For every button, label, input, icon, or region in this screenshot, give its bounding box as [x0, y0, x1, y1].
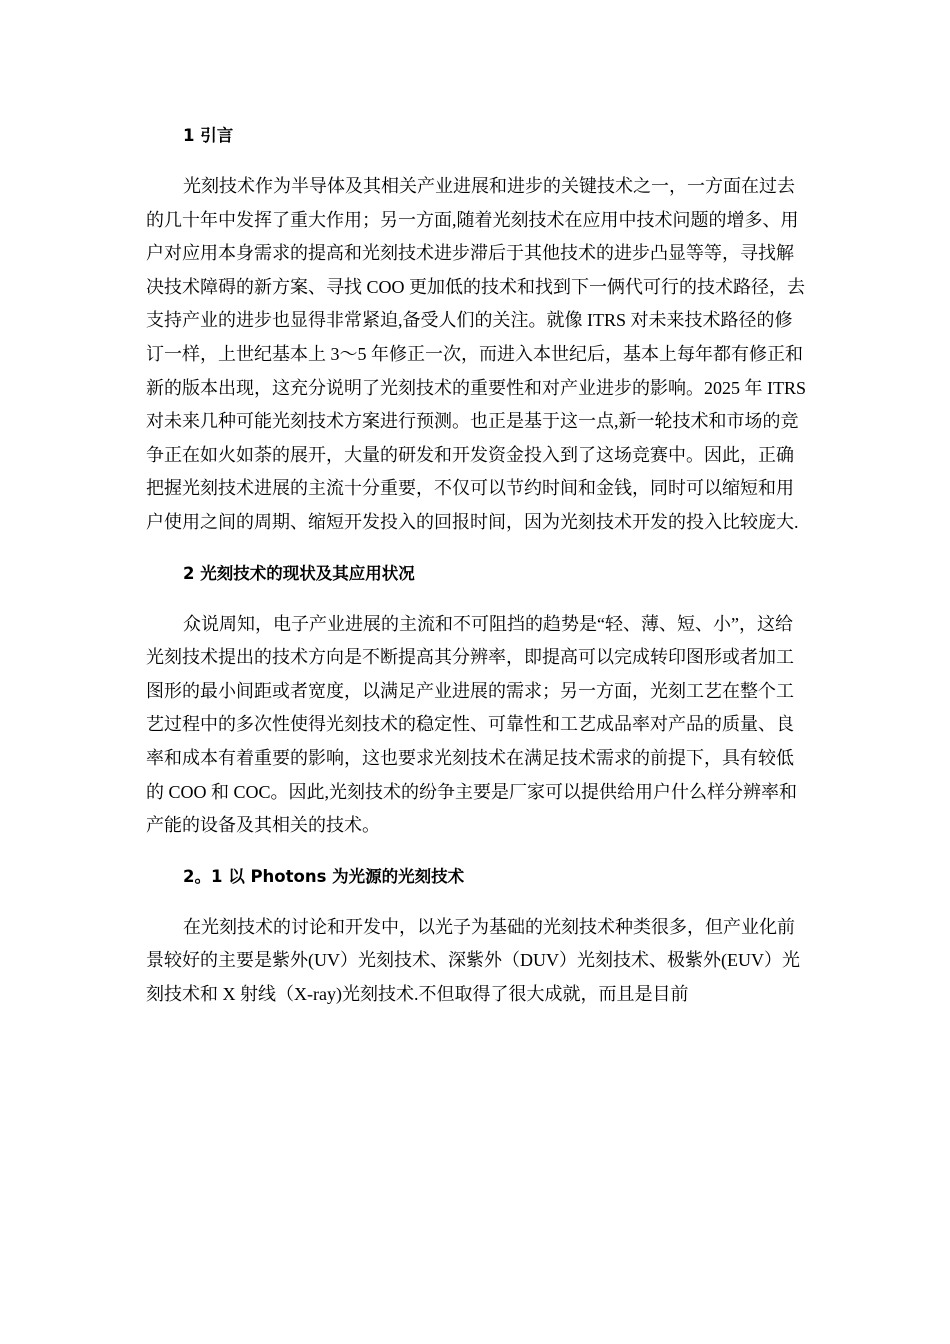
paragraph-status: 众说周知，电子产业进展的主流和不可阻挡的趋势是“轻、薄、短、小”，这给光刻技术提出的技术方向是不断提高其分辨率，即提高可以完成转印图形或者加工图形的最小间距或者宽度，以满足产业进展的需求；另一方面，光刻工艺在整个工艺过程中的多次性使得光刻技术的稳定性、可靠性和工艺成品率对产品的质量、良率和成本有着重要的影响，这也要求光刻技术在满足技术需求的前提下，具有较低的 COO 和 COC。因此,光刻技术的纷争主要是厂家可以提供给用户什么样分辨率和产能的设备及其相关的技术。: [146, 613, 798, 836]
paragraph-introduction: 光刻技术作为半导体及其相关产业进展和进步的关键技术之一，一方面在过去的几十年中发挥了重大作用；另一方面,随着光刻技术在应用中技术问题的增多、用户对应用本身需求的提高和光刻技术进步滞后于其他技术的进步凸显等等，寻找解决技术障碍的新方案、寻找 COO 更加低的技术和找到下一俩代可行的技术路径，去支持产业的进步也显得非常紧迫,备受人们的关注。就像 ITRS 对未来技术路径的修订一样，上世纪基本上 3～5 年修正一次，而进入本世纪后，基本上每年都有修正和新的版本出现，这充分说明了光刻技术的重要性和对产业进步的影响。2025 年 ITRS 对未来几种可能光刻技术方案进行预测。也正是基于这一点,新一轮技术和市场的竞争正在如火如荼的展开，大量的研发和开发资金投入到了这场竞赛中。因此，正确把握光刻技术进展的主流十分重要，不仅可以节约时间和金钱，同时可以缩短和用户使用之间的周期、缩短开发投入的回报时间，因为光刻技术开发的投入比较庞大.: [146, 176, 807, 532]
section-heading-photons: 2。1 以 Photons 为光源的光刻技术: [183, 866, 465, 886]
section-heading-status: 2 光刻技术的现状及其应用状况: [183, 563, 415, 583]
document-body: [146, 118, 806, 1011]
paragraph-photons: 在光刻技术的讨论和开发中，以光子为基础的光刻技术种类很多，但产业化前景较好的主要是紫外(UV）光刻技术、深紫外（DUV）光刻技术、极紫外(EUV）光刻技术和 X 射线（X-ray)光刻技术.不但取得了很大成就，而且是目前: [146, 916, 800, 1004]
section-heading-introduction: 1 引言: [183, 126, 234, 145]
